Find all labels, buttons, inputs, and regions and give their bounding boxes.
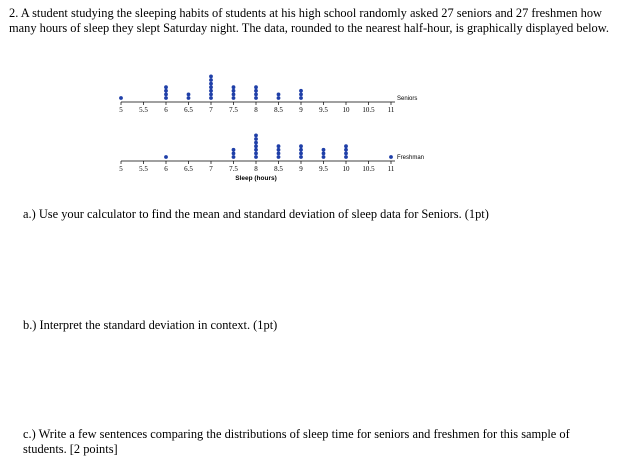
dot-point — [232, 89, 236, 93]
dot-point — [164, 96, 168, 100]
dot-point — [209, 78, 213, 82]
tick-label: 5.5 — [139, 165, 148, 173]
tick-label: 10 — [342, 165, 350, 173]
dot-point — [254, 85, 258, 89]
tick-label: 5 — [119, 106, 123, 114]
dot-point — [254, 148, 258, 152]
tick-label: 5 — [119, 165, 123, 173]
tick-label: 11 — [387, 165, 395, 173]
dot-point — [277, 155, 281, 159]
tick-label: 7.5 — [229, 106, 238, 114]
dot-point — [254, 137, 258, 141]
dot-point — [344, 148, 348, 152]
dot-point — [187, 93, 191, 97]
dot-point — [299, 144, 303, 148]
dot-point — [389, 155, 393, 159]
dot-point — [299, 148, 303, 152]
dot-point — [299, 152, 303, 156]
dot-point — [164, 93, 168, 97]
dot-point — [277, 152, 281, 156]
dot-point — [187, 96, 191, 100]
tick-label: 9 — [299, 106, 303, 114]
x-axis-title: Sleep (hours) — [235, 175, 277, 182]
tick-label: 6.5 — [184, 165, 193, 173]
dotplot-freshman — [119, 134, 424, 183]
dot-point — [277, 144, 281, 148]
dot-point — [254, 144, 258, 148]
question-intro: 2. A student studying the sleeping habits of students at his high school randomly asked 27 seniors and 27 freshmen how many hours of sleep they slept Saturday night. The data, rounded to the nearest half-hour, is graphically displayed below. — [9, 6, 609, 35]
part-b-question: b.) Interpret the standard deviation in context. (1pt) — [23, 318, 278, 332]
tick-label: 11 — [387, 106, 395, 114]
tick-label: 6 — [164, 106, 168, 114]
dot-point — [299, 96, 303, 100]
dot-point — [277, 96, 281, 100]
dot-point — [322, 148, 326, 152]
dot-point — [232, 155, 236, 159]
dot-point — [344, 155, 348, 159]
tick-label: 9.5 — [319, 165, 328, 173]
dot-point — [344, 152, 348, 156]
dot-point — [209, 89, 213, 93]
dot-point — [232, 93, 236, 97]
dot-point — [254, 89, 258, 93]
tick-label: 8 — [254, 165, 258, 173]
dot-point — [209, 93, 213, 97]
tick-label: 10.5 — [362, 106, 375, 114]
dot-point — [164, 155, 168, 159]
dot-point — [254, 134, 258, 138]
tick-label: 5.5 — [139, 106, 148, 114]
tick-label: 10.5 — [362, 165, 375, 173]
dot-point — [277, 148, 281, 152]
tick-label: 6.5 — [184, 106, 193, 114]
tick-label: 10 — [342, 106, 350, 114]
series-label-seniors: Seniors — [397, 96, 418, 102]
tick-label: 7.5 — [229, 165, 238, 173]
dot-point — [209, 75, 213, 79]
part-c-question: c.) Write a few sentences comparing the distributions of sleep time for seniors and freshmen for this sample of students. [2 points] — [23, 427, 570, 456]
dot-point — [299, 89, 303, 93]
tick-label: 9 — [299, 165, 303, 173]
tick-label: 8 — [254, 106, 258, 114]
dot-point — [254, 96, 258, 100]
dot-point — [209, 85, 213, 89]
dot-point — [232, 85, 236, 89]
dot-point — [254, 141, 258, 145]
dot-point — [209, 96, 213, 100]
dot-point — [344, 144, 348, 148]
dot-point — [164, 85, 168, 89]
dot-point — [322, 155, 326, 159]
dot-point — [277, 93, 281, 97]
dot-point — [254, 152, 258, 156]
dot-point — [164, 89, 168, 93]
tick-label: 7 — [209, 106, 213, 114]
dot-point — [254, 155, 258, 159]
dot-point — [209, 82, 213, 86]
dot-plots — [0, 0, 621, 200]
dot-point — [232, 152, 236, 156]
dot-point — [254, 93, 258, 97]
tick-label: 9.5 — [319, 106, 328, 114]
tick-label: 8.5 — [274, 165, 283, 173]
dot-point — [232, 96, 236, 100]
dot-point — [299, 93, 303, 97]
dotplot-seniors — [119, 75, 417, 115]
tick-label: 8.5 — [274, 106, 283, 114]
tick-label: 7 — [209, 165, 213, 173]
dot-point — [232, 148, 236, 152]
part-a-question: a.) Use your calculator to find the mean and standard deviation of sleep data for Seniors. (1pt) — [23, 207, 489, 221]
dot-point — [322, 152, 326, 156]
tick-label: 6 — [164, 165, 168, 173]
dot-point — [119, 96, 123, 100]
series-label-freshman: Freshman — [397, 155, 425, 161]
dot-point — [299, 155, 303, 159]
